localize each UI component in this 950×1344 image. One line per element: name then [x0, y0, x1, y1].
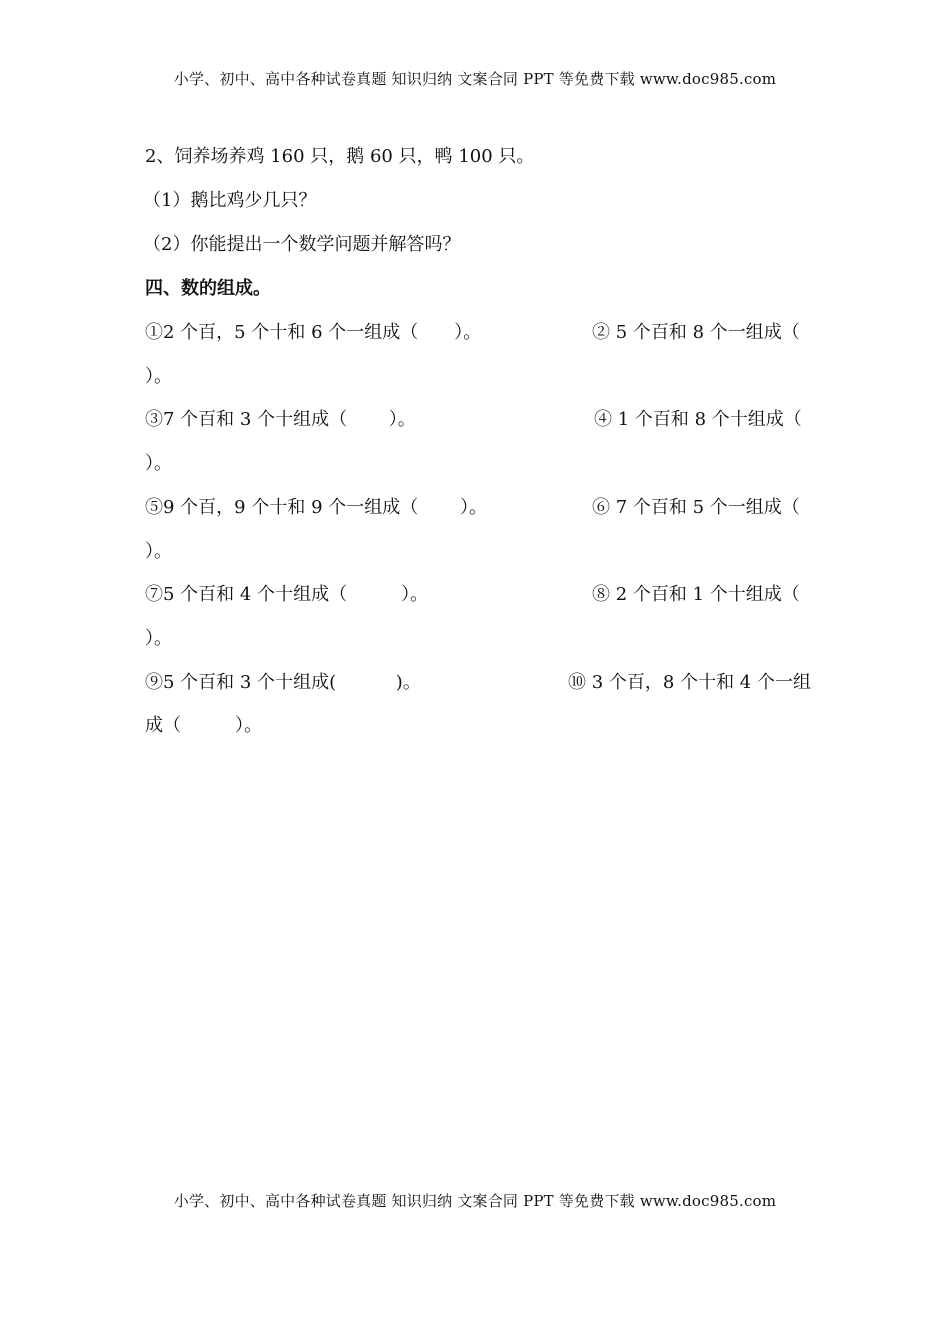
problem-2-question-2: （2）你能提出一个数学问题并解答吗？: [143, 234, 461, 255]
item-4: ④ 1 个百和 8 个十组成（: [594, 409, 802, 430]
item-2: ② 5 个百和 8 个一组成（: [592, 322, 800, 343]
item-4-continuation: ）。: [145, 453, 172, 474]
item-8: ⑧ 2 个百和 1 个十组成（: [592, 584, 800, 605]
item-6-continuation: ）。: [145, 541, 172, 562]
item-2-continuation: ）。: [145, 366, 172, 387]
item-3: ③7 个百和 3 个十组成（ ）。: [145, 409, 416, 430]
composition-row-5: [145, 668, 810, 698]
composition-row-2: [145, 405, 810, 435]
item-5: ⑤9 个百，9 个十和 9 个一组成（ ）。: [145, 497, 487, 518]
item-10: ⑩ 3 个百，8 个十和 4 个一组: [568, 672, 811, 693]
section-4-title: 四、数的组成。: [145, 278, 271, 299]
item-10-continuation: 成（ ）。: [145, 715, 262, 736]
problem-2-question-1: （1）鹅比鸡少几只？: [143, 190, 317, 211]
item-8-continuation: ）。: [145, 628, 172, 649]
page-footer: 小学、初中、高中各种试卷真题 知识归纳 文案合同 PPT 等免费下载 www.doc985.com: [173, 1192, 777, 1210]
composition-row-3: [145, 493, 810, 523]
composition-row-1: [145, 318, 810, 348]
item-9: ⑨5 个百和 3 个十组成( )。: [145, 672, 421, 693]
item-7: ⑦5 个百和 4 个十组成（ ）。: [145, 584, 429, 605]
composition-row-4: [145, 580, 810, 610]
item-6: ⑥ 7 个百和 5 个一组成（: [592, 497, 800, 518]
item-1: ①2 个百，5 个十和 6 个一组成（ ）。: [145, 322, 482, 343]
page-header: 小学、初中、高中各种试卷真题 知识归纳 文案合同 PPT 等免费下载 www.doc985.com: [173, 70, 777, 88]
problem-2-stem: 2、饲养场养鸡 160 只，鹅 60 只，鸭 100 只。: [145, 146, 535, 167]
